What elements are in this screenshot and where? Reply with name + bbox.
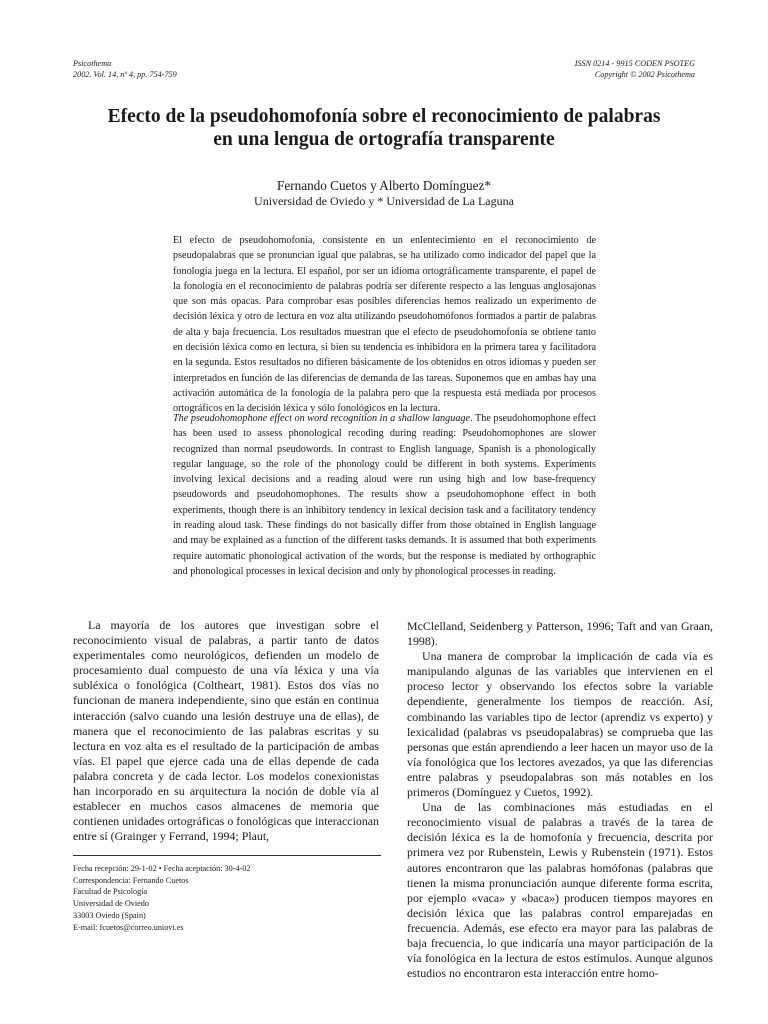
abstract-english <box>173 411 596 579</box>
title-line-1: Efecto de la pseudohomofonía sobre el reconocimiento de palabras <box>107 106 661 127</box>
body-column-left <box>73 618 379 844</box>
copyright: Copyright © 2002 Psicothema <box>594 69 695 79</box>
authors: Fernando Cuetos y Alberto Domínguez* <box>277 178 491 193</box>
abstract-english-text: . The pseudohomophone effect has been used to assess phonological recoding during reading: Pseudohomophones are slower recognized than normal pseudowords. In contrast to English language, Spanish is a phonologically regular language, so the role of the phonology could be different in both systems. Experiments involving lexical decisions and a reading aloud were run using high and low base-frequency pseudowords and pseudohomophones. The results show a pseudohomophone effect in both experiments, though there is an inhibitory tendency in lexical decision task and a facilitatory tendency in reading aloud task. These findings do not basically differ from those obtained in English language and may be explained as a function of the different tasks demands. It is assumed that both experiments require automatic phonological activation of the words, but the response is mediated by orthographic and phonological processes in lexical decision and only by phonological processes in reading. <box>173 413 596 577</box>
affiliation: Universidad de Oviedo y * Universidad de La Laguna <box>254 194 514 208</box>
journal-header-right <box>575 59 695 80</box>
title-line-2: en una lengua de ortografía transparente <box>213 129 555 150</box>
footnote <box>73 863 381 933</box>
footnote-university: Universidad de Oviedo <box>73 899 149 909</box>
footnote-correspondence: Correspondencia: Fernando Cuetos <box>73 875 189 885</box>
footnote-faculty: Facultad de Psicología <box>73 887 148 897</box>
body-paragraph: Una de las combinaciones más estudiadas en el reconocimiento visual de palabras a través de la tarea de decisión léxica es la de homofonía y frecuencia, descrita por primera vez por Rubenstein, Lewis y Rubenstein (1971). Estos autores encontraron que las palabras homófonas (palabras que tienen la misma pronunciación aunque diferente forma escrita, por ejemplo «vaca» y «baca») producen tiempos mayores en decisión léxica que las palabras control emparejadas en frecuencia. Además, ese efecto era mayor para las palabras de baja frecuencia, lo que indicaría una mayor participación de la vía fonológica en la lectura de estos estímulos. Aunque algunos estudios no encontraron esta interacción entre homo- <box>407 800 713 981</box>
footnote-divider <box>73 855 381 856</box>
body-paragraph: Una manera de comprobar la implicación de cada vía es manipulando algunas de las variables que intervienen en el proceso lector y observando los efectos sobre la variable dependiente, generalmente los tiempos de reacción. Así, combinando las variables tipo de lector (aprendiz vs experto) y lexicalidad (palabras vs pseudopalabras) se comprueba que las personas que están aprendiendo a leer hacen un mayor uso de la vía fonológica que los lectores avezados, ya que las diferencias entre palabras y pseudopalabras son más notables en los primeros (Domínguez y Cuetos, 1992). <box>407 649 713 800</box>
body-column-right <box>407 619 713 981</box>
abstract-english-title: The pseudohomophone effect on word recognition in a shallow language <box>173 413 471 424</box>
footnote-city: 33003 Oviedo (Spain) <box>73 910 146 920</box>
footnote-email[interactable]: E-mail: fcuetos@correo.uniovi.es <box>73 922 184 932</box>
issn: ISSN 0214 - 9915 CODEN PSOTEG <box>574 59 695 68</box>
journal-header-left <box>73 59 177 80</box>
footnote-dates: Fecha recepción: 29-1-02 • Fecha aceptación: 30-4-02 <box>73 864 251 873</box>
body-paragraph: McClelland, Seidenberg y Patterson, 1996; Taft and van Graan, 1998). <box>407 619 713 649</box>
abstract-spanish: El efecto de pseudohomofonía, consistente en un enlentecimiento en el reconocimiento de pseudopalabras que se pronuncian igual que palabras, se ha utilizado como indicador del papel que la fonología juega en la lectura. El español, por ser un idioma ortográficamente transparente, el papel de la fonología en el reconocimiento de palabras podría ser diferente respecto a las lenguas anglosajonas que son más opacas. Para comprobar esas posibles diferencias hemos realizado un experimento de decisión léxica y otro de lectura en voz alta utilizando pseudohomófonos formados a partir de palabras de alta y baja frecuencia. Los resultados muestran que el efecto de pseudohomofonía se obtiene tanto en decisión léxica como en lectura, si bien su tendencia es inhibidora en la primera tarea y facilitadora en la segunda. Estos resultados no difieren básicamente de los obtenidos en otros idiomas y pueden ser interpretados en función de las diferencias de demanda de las tareas. Suponemos que en ambas hay una activación automática de la fonología de la palabra pero que la respuesta está mediada por procesos ortográficos en la decisión léxica y sólo fonológicos en la lectura. <box>173 235 596 415</box>
article-title <box>60 105 708 151</box>
journal-volume: 2002. Vol. 14, nº 4, pp. 754-759 <box>73 69 177 79</box>
body-paragraph: La mayoría de los autores que investigan sobre el reconocimiento visual de palabras, a partir tanto de datos experimentales como neurológicos, defienden un modelo de procesamiento dual compuesto de una vía léxica y una vía subléxica o fonológica (Coltheart, 1981). Estos dos vías no funcionan de manera independiente, sino que están en continua interacción (salvo cuando una lesión destruye una de ellas), de manera que el reconocimiento de las palabras escritas y su lectura en voz alta es el resultado de la participación de ambas vías. El papel que ejerce cada una de ellas depende de cada palabra concreta y de cada lector. Los modelos conexionistas han incorporado en su arquitectura la noción de doble vía al establecer en muchos casos almacenes de memoria que contienen unidades ortográficas o fonológicas que interaccionan entre sí (Grainger y Ferrand, 1994; Plaut, <box>73 618 379 844</box>
journal-name: Psicothema <box>73 59 112 68</box>
